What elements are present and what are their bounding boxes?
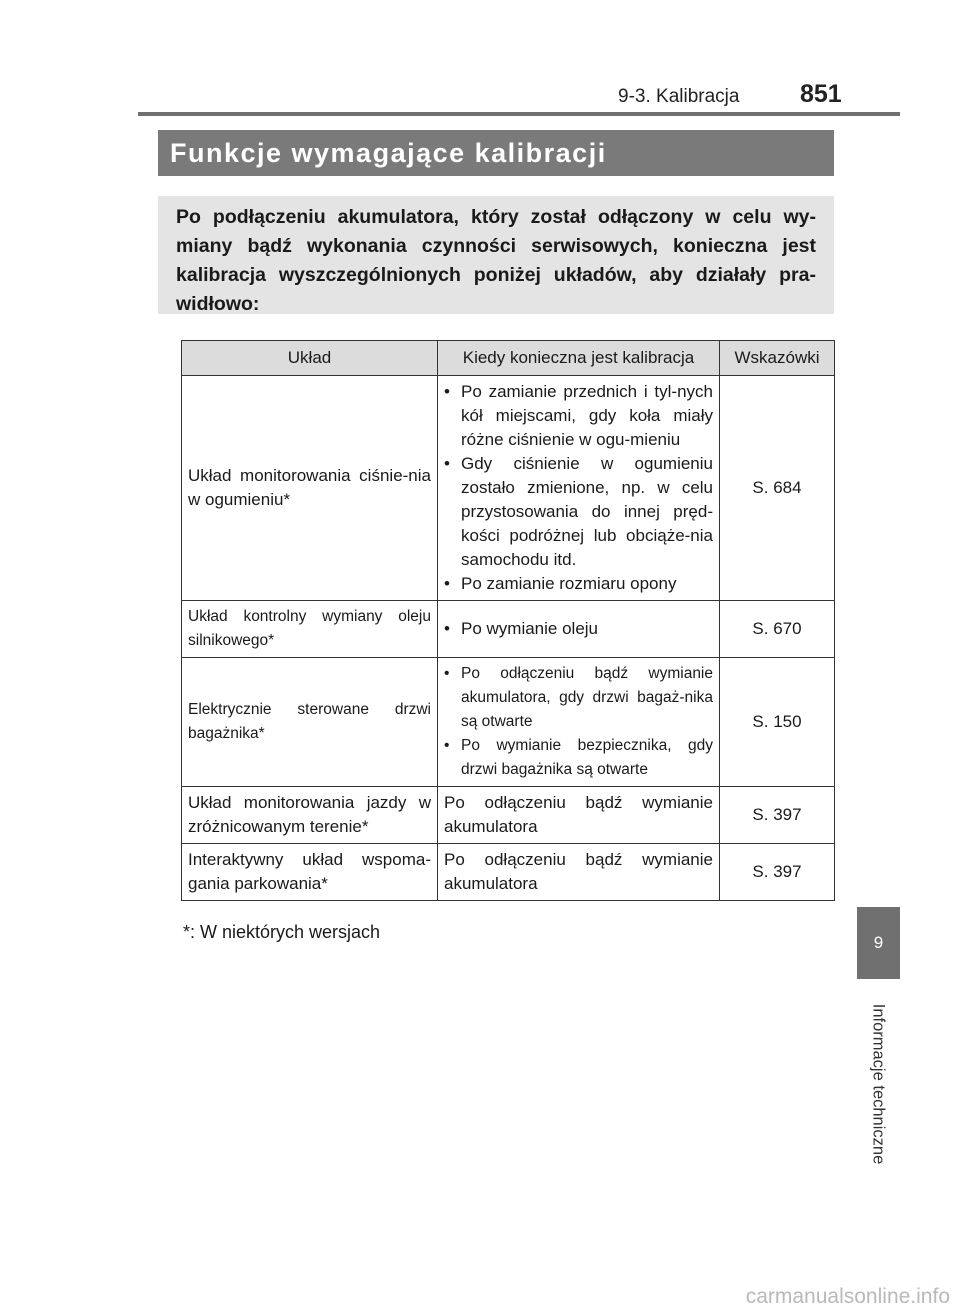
calibration-table bbox=[181, 340, 835, 901]
page-reference: S. 670 bbox=[720, 601, 835, 658]
bullet-item: • Po wymianie bezpiecznika, gdy drzwi bagażnika są otwarte bbox=[444, 734, 713, 782]
intro-paragraph: Po podłączeniu akumulatora, który został odłączony w celu wy-miany bądź wykonania czynności serwisowych, konieczna jest kalibracja wyszczególnionych poniżej układów, aby działały pra-widłowo: bbox=[158, 196, 834, 314]
system-cell: Układ monitorowania jazdy w zróżnicowanym terenie* bbox=[182, 787, 438, 844]
bullet-item: • Po wymianie oleju bbox=[444, 617, 713, 641]
page-reference: S. 150 bbox=[720, 658, 835, 787]
system-cell: Interaktywny układ wspoma-gania parkowania* bbox=[182, 844, 438, 901]
when-cell: Po odłączeniu bądź wymianie akumulatora bbox=[438, 787, 720, 844]
when-cell bbox=[438, 376, 720, 601]
chapter-label: Informacje techniczne bbox=[869, 1003, 888, 1165]
page-reference: S. 684 bbox=[720, 376, 835, 601]
column-header-when: Kiedy konieczna jest kalibracja bbox=[438, 341, 720, 376]
section-title: 9-3. Kalibracja bbox=[618, 86, 740, 107]
bullet-item: • Po zamianie przednich i tyl-nych kół miejscami, gdy koła miały różne ciśnienie w ogu-mieniu bbox=[444, 380, 713, 452]
page-number: 851 bbox=[800, 80, 842, 108]
page-reference: S. 397 bbox=[720, 787, 835, 844]
bullet-item: • Po zamianie rozmiaru opony bbox=[444, 572, 713, 596]
table-header-row bbox=[182, 341, 835, 376]
table-row bbox=[182, 376, 835, 601]
system-cell: Układ kontrolny wymiany oleju silnikowego* bbox=[182, 601, 438, 658]
chapter-tab: 9 bbox=[857, 907, 900, 979]
system-cell: Elektrycznie sterowane drzwi bagażnika* bbox=[182, 658, 438, 787]
table-row bbox=[182, 601, 835, 658]
table-row bbox=[182, 658, 835, 787]
system-cell: Układ monitorowania ciśnie-nia w ogumieniu* bbox=[182, 376, 438, 601]
column-header-system: Układ bbox=[182, 341, 438, 376]
column-header-notes: Wskazówki bbox=[720, 341, 835, 376]
bullet-item: • Gdy ciśnienie w ogumieniu zostało zmienione, np. w celu przystosowania do innej pręd-kości podróżnej lub obciąże-nia samochodu itd. bbox=[444, 452, 713, 572]
page-title: Funkcje wymagające kalibracji bbox=[158, 130, 834, 176]
footnote: *: W niektórych wersjach bbox=[183, 922, 381, 942]
header-divider bbox=[138, 112, 900, 116]
when-cell bbox=[438, 601, 720, 658]
when-cell bbox=[438, 658, 720, 787]
table-row bbox=[182, 844, 835, 901]
when-cell: Po odłączeniu bądź wymianie akumulatora bbox=[438, 844, 720, 901]
bullet-item: • Po odłączeniu bądź wymianie akumulatora, gdy drzwi bagaż-nika są otwarte bbox=[444, 662, 713, 734]
page-reference: S. 397 bbox=[720, 844, 835, 901]
watermark: carmanualsonline.info bbox=[745, 1285, 950, 1308]
table-row bbox=[182, 787, 835, 844]
